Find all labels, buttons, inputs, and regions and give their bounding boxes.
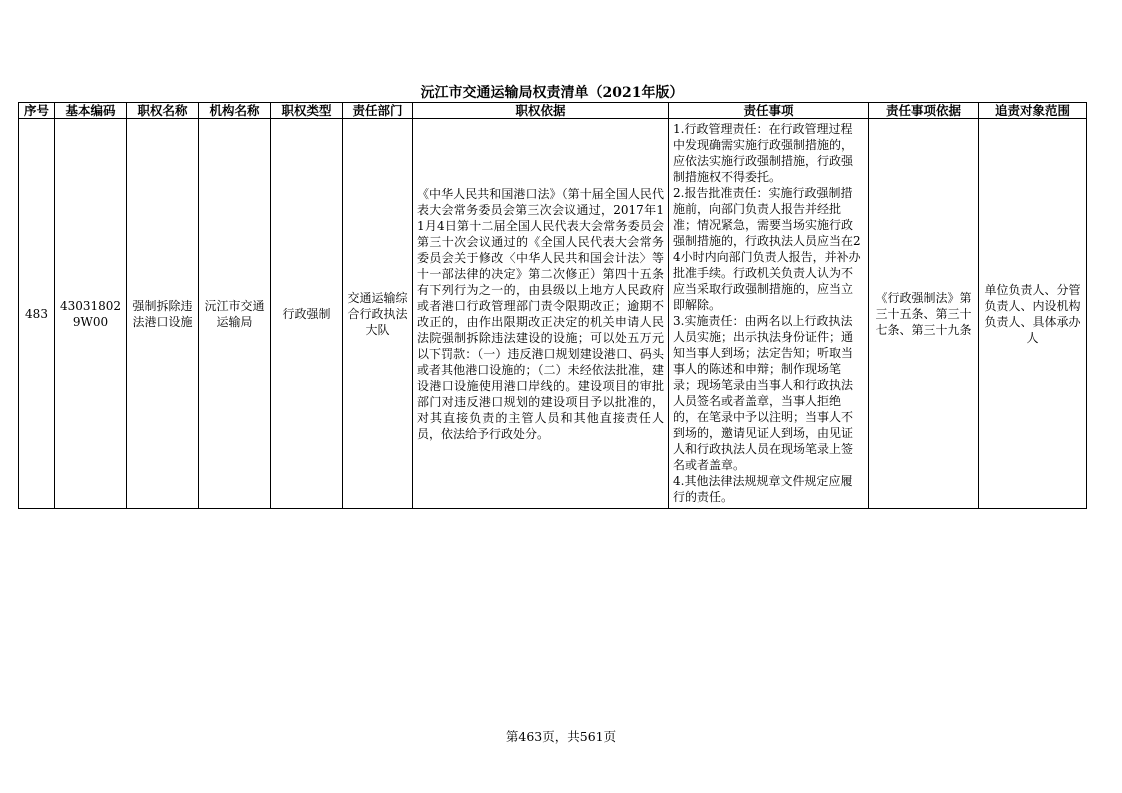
- cell-basis: [413, 119, 677, 509]
- cell-dept: [343, 119, 413, 509]
- duty-item: 2.报告批准责任：实施行政强制措施前，向部门负责人报告并经批准；情况紧急，需要当场实施行政强制措施的，行政执法人员应当在24小时内向部门负责人报告，并补办批准手续。行政机关负责人认为不应当采取行政强制措施的，应当立即解除。: [673, 186, 861, 312]
- cell-agency: [199, 119, 271, 509]
- header-agency: 机构名称: [199, 103, 271, 119]
- header-power-type: 职权类型: [271, 103, 343, 119]
- cell-duty-basis: [869, 119, 979, 509]
- duty-item: 1.行政管理责任：在行政管理过程中发现确需实施行政强制措施的，应依法实施行政强制措施，行政强制措施权不得委托。: [673, 122, 854, 184]
- basis-text: 《中华人民共和国港口法》（第十届全国人民代表大会常务委员会第三次会议通过，2017年11月4日第十二届全国人民代表大会常务委员会第三十次会议通过的《全国人民代表大会常务委员会关于修改〈中华人民共和国会计法〉等十一部法律的决定》第二次修正）第四十五条 有下列行为之一的，由县级以上地方人民政府或者港口行政管理部门责令限期改正；逾期不改正的，由作出限期改正决定的机关申请人民法院强制拆除违法建设的设施；可以处五万元以下罚款：（一）违反港口规划建设港口、码头或者其他港口设施的；（二）未经依法批准，建设港口设施使用港口岸线的。建设项目的审批部门对违反港口规划的建设项目予以批准的，对其直接负责的主管人员和其他直接责任人员，依法给予行政处分。: [417, 186, 677, 441]
- table-row: [19, 119, 1087, 509]
- accountability-text: 单位负责人、分管负责人、内设机构负责人、具体承办人: [984, 282, 1081, 345]
- cell-code: [55, 119, 127, 509]
- page-number: 第463页，共561页: [505, 729, 617, 744]
- power-list-table: [18, 102, 1087, 509]
- header-dept: 责任部门: [343, 103, 413, 119]
- cell-accountability: [979, 119, 1087, 509]
- header-seq: 序号: [19, 103, 55, 119]
- duties-list: [669, 119, 868, 508]
- cell-power-name: [127, 119, 199, 509]
- dept-text: 交通运输综合行政执法大队: [347, 290, 408, 337]
- table-header-row: [19, 103, 1087, 119]
- header-basis: 职权依据: [413, 103, 669, 119]
- power-name-text: 强制拆除违法港口设施: [132, 298, 193, 329]
- header-duty-basis: 责任事项依据: [869, 103, 979, 119]
- power-type-text: 行政强制: [282, 306, 331, 321]
- cell-seq: [19, 119, 55, 509]
- agency-text: 沅江市交通运输局: [204, 298, 265, 329]
- duty-basis-text: 《行政强制法》第三十五条、第三十七条、第三十九条: [875, 290, 972, 337]
- code-text: 430318029W00: [59, 298, 122, 329]
- header-accountability: 追责对象范围: [979, 103, 1087, 119]
- header-duties: 责任事项: [669, 103, 869, 119]
- header-code: 基本编码: [55, 103, 127, 119]
- duty-item: 4.其他法律法规规章文件规定应履行的责任。: [673, 474, 853, 504]
- page-title: 沅江市交通运输局权责清单（2021年版）: [420, 85, 684, 101]
- cell-power-type: [271, 119, 343, 509]
- seq-text: 483: [25, 306, 48, 321]
- duty-item: 3.实施责任：由两名以上行政执法人员实施；出示执法身份证件；通知当事人到场；法定告知；听取当事人的陈述和申辩；制作现场笔录；现场笔录由当事人和行政执法人员签名或者盖章，当事人拒绝的，在笔录中予以注明；当事人不到场的，邀请见证人到场，由见证人和行政执法人员在现场笔录上签名或者盖章。: [673, 314, 854, 472]
- cell-duties: [669, 119, 869, 509]
- header-power-name: 职权名称: [127, 103, 199, 119]
